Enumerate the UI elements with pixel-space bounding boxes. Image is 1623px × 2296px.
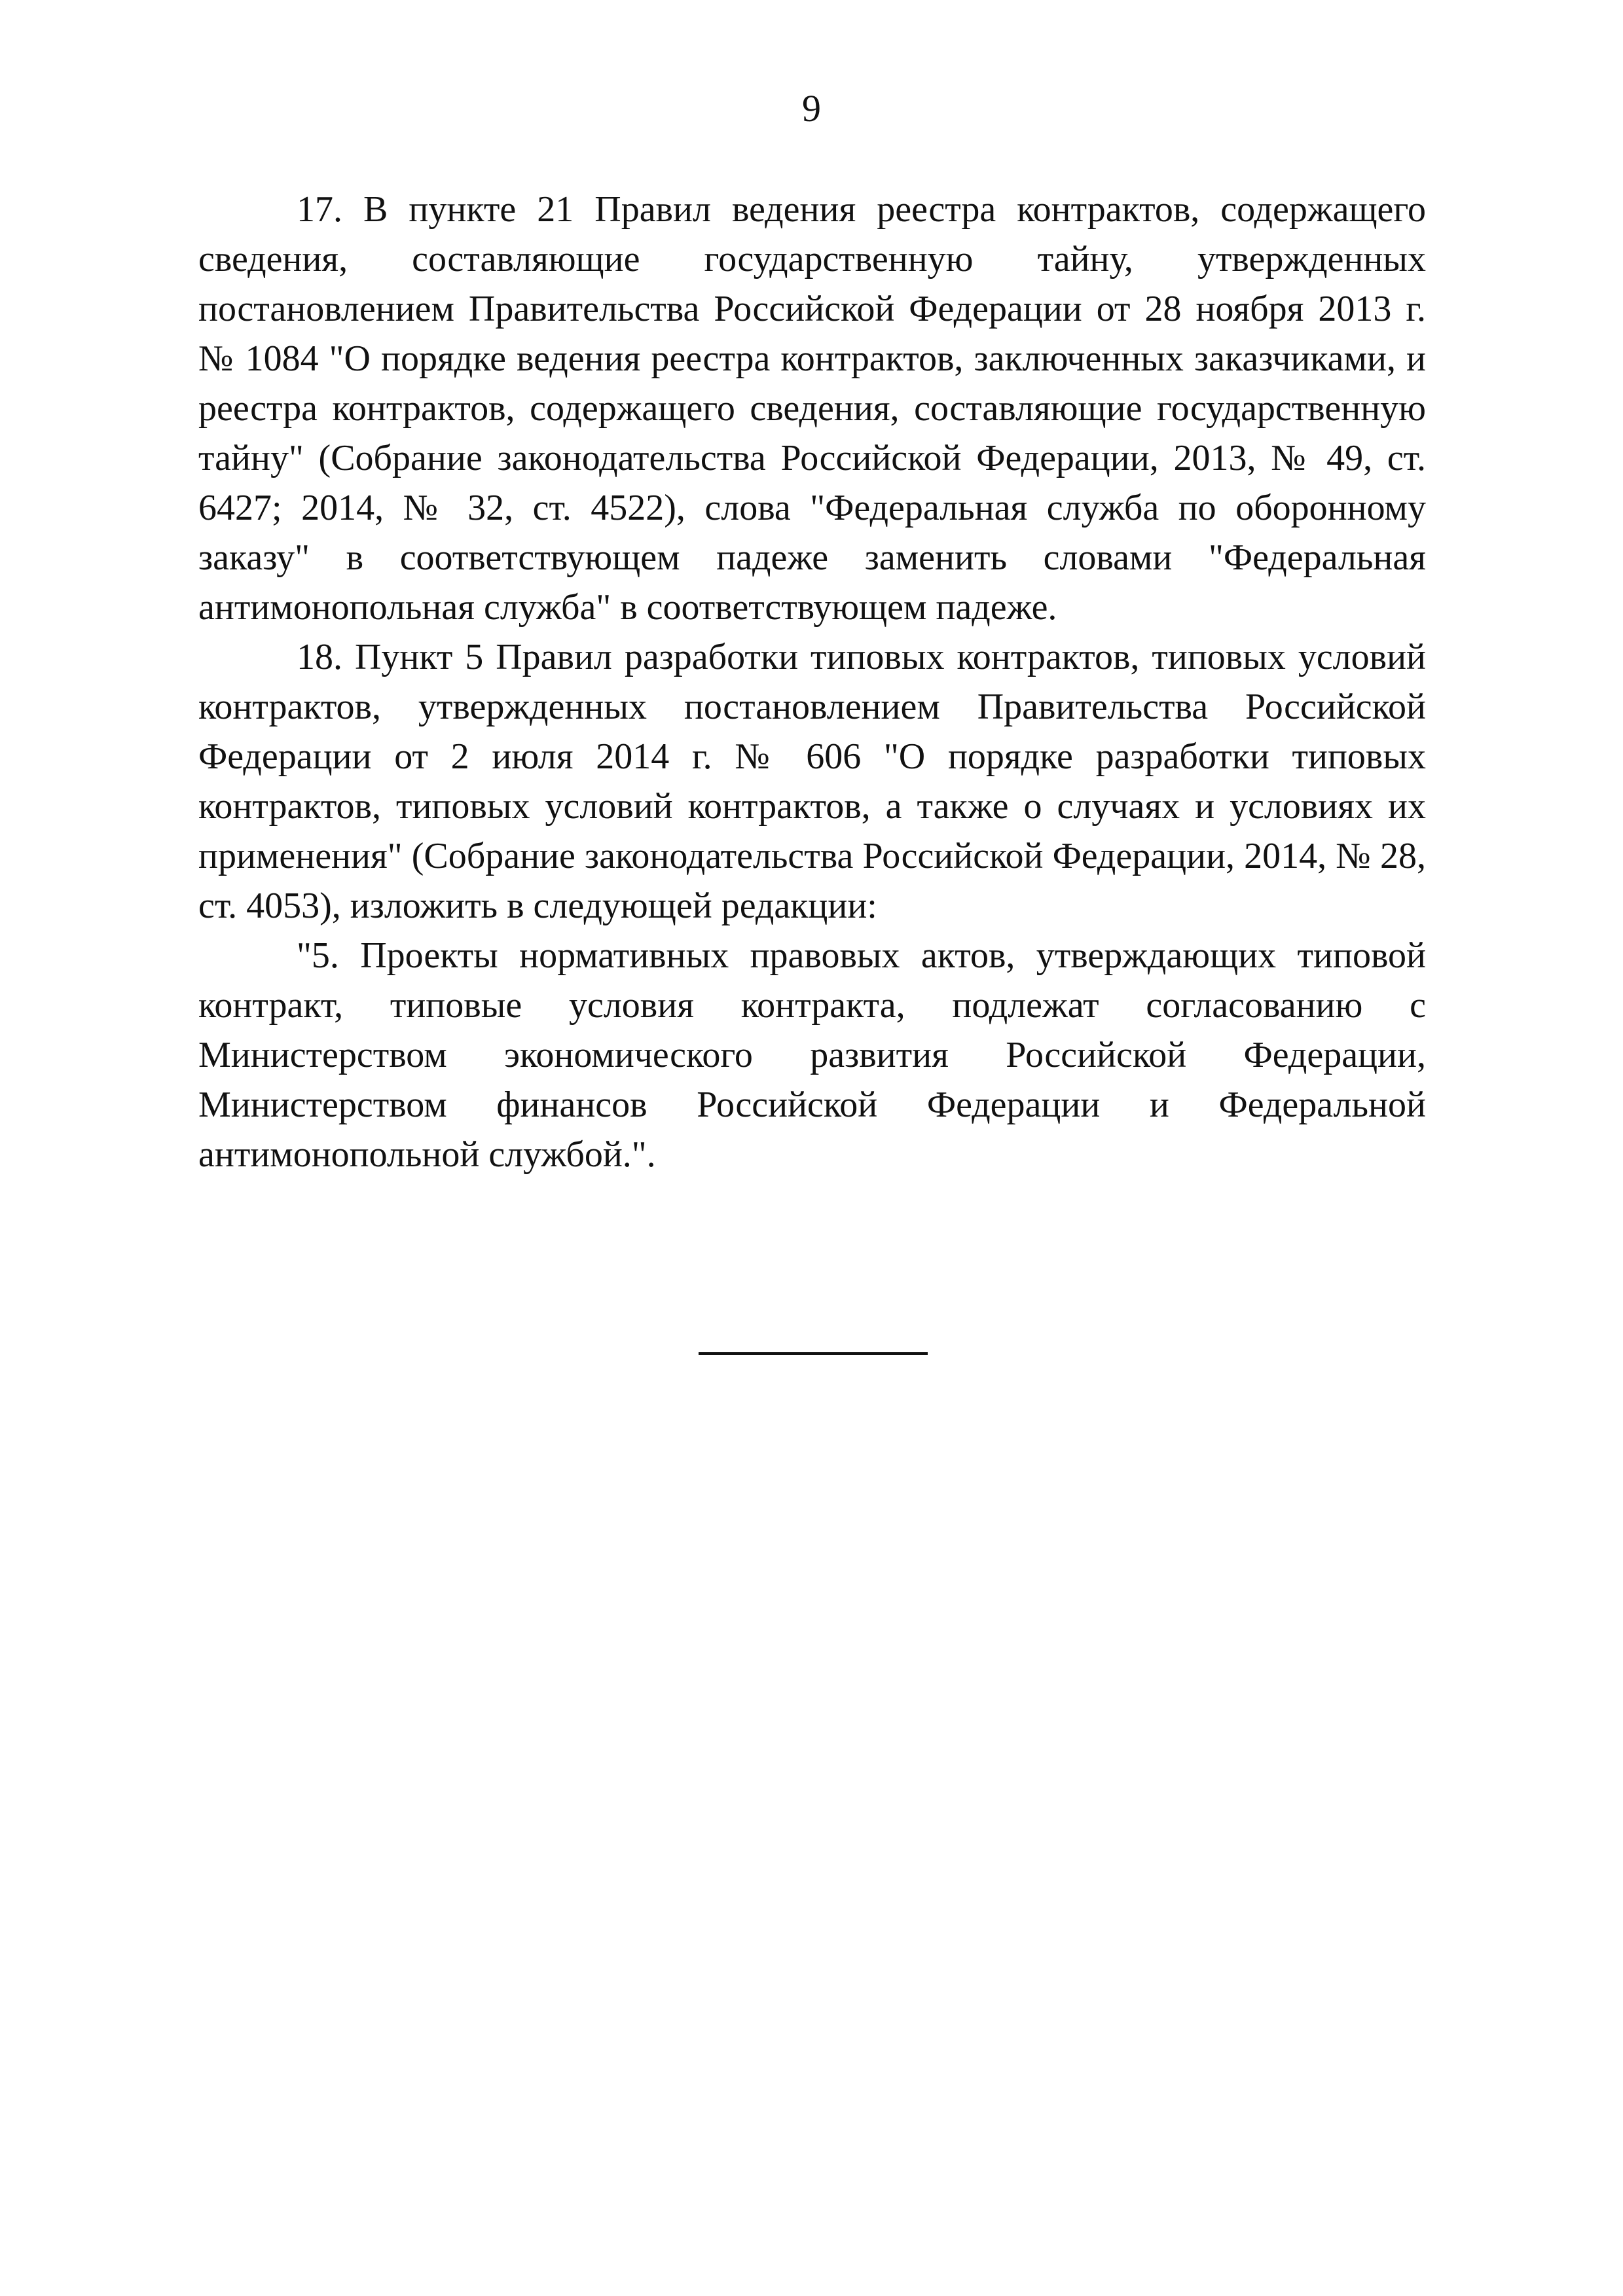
- paragraph-quote-5: "5. Проекты нормативных правовых актов, утверждающих типовой контракт, типовые условия контракта, подлежат согласованию с Министерством экономического развития Российской Федерации, Министерством финансов Российской Федерации и Федеральной антимонопольной службой.".: [198, 935, 1426, 1175]
- paragraph-17: 17. В пункте 21 Правил ведения реестра контрактов, содержащего сведения, составляющие государственную тайну, утвержденных постановлением Правительства Российской Федерации от 28 ноября 2013 г. № 1084 "О порядке ведения реестра контрактов, заключенных заказчиками, и реестра контрактов, содержащего сведения, составляющие государственную тайну" (Собрание законодательства Российской Федерации, 2013, № 49, ст. 6427; 2014, № 32, ст. 4522), слова "Федеральная служба по оборонному заказу" в соответствующем падеже заменить словами "Федеральная антимонопольная служба" в соответствующем падеже.: [198, 189, 1426, 628]
- document-body: [198, 185, 1426, 1179]
- page-number: 9: [802, 87, 821, 130]
- end-separator-line: [699, 1352, 928, 1355]
- paragraph-18: 18. Пункт 5 Правил разработки типовых контрактов, типовых условий контрактов, утвержденных постановлением Правительства Российской Федерации от 2 июля 2014 г. № 606 "О порядке разработки типовых контрактов, типовых условий контрактов, а также о случаях и условиях их применения" (Собрание законодательства Российской Федерации, 2014, № 28, ст. 4053), изложить в следующей редакции:: [198, 637, 1426, 926]
